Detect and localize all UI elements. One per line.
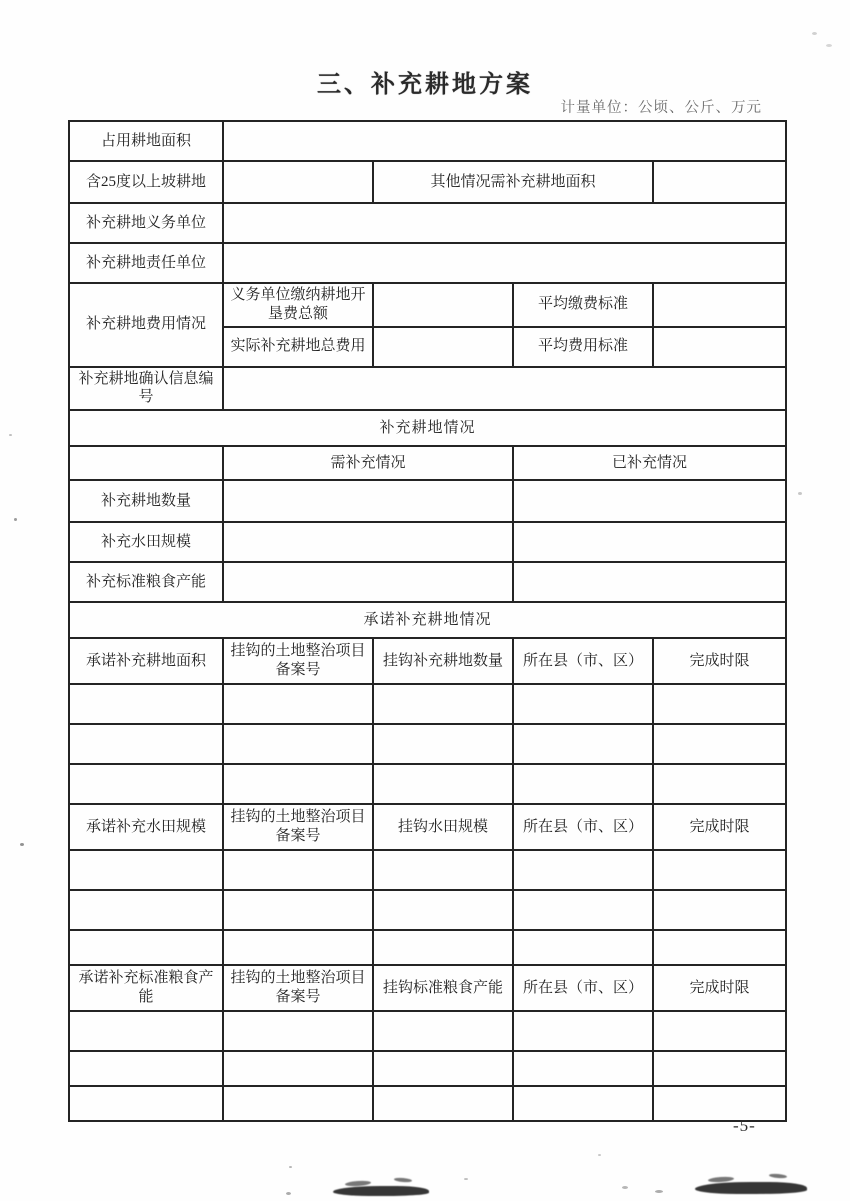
label-supplement-paddy: 补充水田规模 bbox=[69, 522, 223, 562]
empty-cell bbox=[69, 724, 223, 764]
value-need-paddy bbox=[223, 522, 513, 562]
empty-cell bbox=[513, 930, 653, 965]
empty-cell bbox=[69, 684, 223, 724]
row-commit-area-header bbox=[69, 638, 786, 684]
row-responsible-unit bbox=[69, 243, 786, 283]
value-actual-total-cost bbox=[373, 327, 513, 367]
empty-cell bbox=[69, 1086, 223, 1121]
empty-cell bbox=[653, 1051, 786, 1086]
label-reclaim-fee-total: 义务单位缴纳耕地开垦费总额 bbox=[223, 283, 373, 327]
scan-speck bbox=[286, 1192, 291, 1195]
scan-smudge-bottom-left bbox=[333, 1186, 429, 1196]
row-commit-paddy-header bbox=[69, 804, 786, 850]
row-situation-subheader bbox=[69, 446, 786, 480]
commit-grain-empty-row bbox=[69, 1011, 786, 1051]
commit-area-empty-row bbox=[69, 724, 786, 764]
empty-cell bbox=[223, 930, 373, 965]
scan-speck bbox=[9, 434, 12, 436]
header-deadline: 完成时限 bbox=[653, 638, 786, 684]
header-linked-quantity: 挂钩补充耕地数量 bbox=[373, 638, 513, 684]
empty-cell bbox=[373, 724, 513, 764]
empty-cell bbox=[69, 850, 223, 890]
value-avg-payment-standard bbox=[653, 283, 786, 327]
header-county: 所在县（市、区） bbox=[513, 638, 653, 684]
commit-area-empty-row bbox=[69, 684, 786, 724]
empty-cell bbox=[223, 684, 373, 724]
label-supplement-grain: 补充标准粮食产能 bbox=[69, 562, 223, 602]
header-county: 所在县（市、区） bbox=[513, 965, 653, 1011]
empty-cell bbox=[513, 1011, 653, 1051]
row-confirmation-number bbox=[69, 367, 786, 411]
commit-paddy-empty-row bbox=[69, 930, 786, 965]
row-slope-land bbox=[69, 161, 786, 203]
value-reclaim-fee-total bbox=[373, 283, 513, 327]
label-responsible-unit: 补充耕地责任单位 bbox=[69, 243, 223, 283]
empty-cell bbox=[223, 1086, 373, 1121]
empty-cell bbox=[513, 764, 653, 804]
empty-cell bbox=[223, 850, 373, 890]
label-avg-cost-standard: 平均费用标准 bbox=[513, 327, 653, 367]
commit-grain-empty-row bbox=[69, 1051, 786, 1086]
label-commit-paddy: 承诺补充水田规模 bbox=[69, 804, 223, 850]
label-obligation-unit: 补充耕地义务单位 bbox=[69, 203, 223, 243]
empty-cell bbox=[653, 850, 786, 890]
label-other-need-area: 其他情况需补充耕地面积 bbox=[373, 161, 653, 203]
row-fee-reclaim-total bbox=[69, 283, 786, 327]
empty-cell bbox=[653, 684, 786, 724]
scan-speck bbox=[655, 1190, 663, 1193]
value-other-need-area bbox=[653, 161, 786, 203]
empty-cell bbox=[373, 850, 513, 890]
empty-cell bbox=[373, 764, 513, 804]
row-obligation-unit bbox=[69, 203, 786, 243]
empty-cell bbox=[373, 930, 513, 965]
value-need-grain bbox=[223, 562, 513, 602]
commit-paddy-empty-row bbox=[69, 850, 786, 890]
scan-speck bbox=[14, 518, 17, 521]
measurement-unit-note: 计量单位：公顷、公斤、万元 bbox=[560, 100, 762, 116]
header-committed-supplement: 承诺补充耕地情况 bbox=[69, 602, 786, 638]
empty-cell bbox=[513, 1086, 653, 1121]
empty-cell bbox=[223, 764, 373, 804]
label-confirmation-number: 补充耕地确认信息编号 bbox=[69, 367, 223, 411]
scan-speck bbox=[20, 843, 24, 846]
scan-speck bbox=[598, 1154, 601, 1156]
empty-cell bbox=[223, 890, 373, 930]
supplementary-farmland-form-table bbox=[68, 120, 787, 1122]
empty-cell bbox=[69, 930, 223, 965]
empty-cell bbox=[653, 1086, 786, 1121]
value-done-quantity bbox=[513, 480, 786, 522]
commit-grain-empty-row bbox=[69, 1086, 786, 1121]
empty-cell bbox=[373, 890, 513, 930]
empty-cell bbox=[373, 684, 513, 724]
empty-cell bbox=[513, 724, 653, 764]
value-responsible-unit bbox=[223, 243, 786, 283]
empty-cell bbox=[513, 1051, 653, 1086]
label-occupied-area: 占用耕地面积 bbox=[69, 121, 223, 161]
empty-cell bbox=[513, 890, 653, 930]
value-occupied-area bbox=[223, 121, 786, 161]
row-commit-header bbox=[69, 602, 786, 638]
value-confirmation-number bbox=[223, 367, 786, 411]
page-number: -5- bbox=[733, 1116, 756, 1135]
empty-cell bbox=[513, 684, 653, 724]
row-situation-header bbox=[69, 410, 786, 446]
header-supplement-situation: 补充耕地情况 bbox=[69, 410, 786, 446]
label-fee-section: 补充耕地费用情况 bbox=[69, 283, 223, 367]
empty-cell bbox=[513, 850, 653, 890]
header-linked-grain-capacity: 挂钩标准粮食产能 bbox=[373, 965, 513, 1011]
empty-cell bbox=[223, 1051, 373, 1086]
value-obligation-unit bbox=[223, 203, 786, 243]
header-project-filing-number: 挂钩的土地整治项目备案号 bbox=[223, 965, 373, 1011]
value-need-quantity bbox=[223, 480, 513, 522]
value-slope-land bbox=[223, 161, 373, 203]
empty-cell bbox=[69, 890, 223, 930]
header-linked-paddy-scale: 挂钩水田规模 bbox=[373, 804, 513, 850]
row-supplement-grain bbox=[69, 562, 786, 602]
empty-cell bbox=[653, 890, 786, 930]
commit-area-empty-row bbox=[69, 764, 786, 804]
label-slope-land: 含25度以上坡耕地 bbox=[69, 161, 223, 203]
empty-cell bbox=[653, 724, 786, 764]
value-avg-cost-standard bbox=[653, 327, 786, 367]
header-need-supplement: 需补充情况 bbox=[223, 446, 513, 480]
header-deadline: 完成时限 bbox=[653, 965, 786, 1011]
empty-cell bbox=[223, 1011, 373, 1051]
scan-speck bbox=[798, 492, 802, 495]
label-commit-grain: 承诺补充标准粮食产能 bbox=[69, 965, 223, 1011]
value-done-grain bbox=[513, 562, 786, 602]
scan-smudge-bottom-right bbox=[695, 1182, 807, 1194]
empty-cell bbox=[69, 1051, 223, 1086]
header-project-filing-number: 挂钩的土地整治项目备案号 bbox=[223, 804, 373, 850]
empty-corner-cell bbox=[69, 446, 223, 480]
scan-speck bbox=[826, 44, 832, 47]
empty-cell bbox=[373, 1011, 513, 1051]
empty-cell bbox=[373, 1051, 513, 1086]
label-avg-payment-standard: 平均缴费标准 bbox=[513, 283, 653, 327]
scan-speck bbox=[464, 1178, 468, 1180]
scan-speck bbox=[622, 1186, 628, 1189]
label-actual-total-cost: 实际补充耕地总费用 bbox=[223, 327, 373, 367]
header-county: 所在县（市、区） bbox=[513, 804, 653, 850]
row-supplement-quantity bbox=[69, 480, 786, 522]
header-already-supplemented: 已补充情况 bbox=[513, 446, 786, 480]
empty-cell bbox=[653, 930, 786, 965]
row-commit-grain-header bbox=[69, 965, 786, 1011]
row-supplement-paddy bbox=[69, 522, 786, 562]
value-done-paddy bbox=[513, 522, 786, 562]
header-project-filing-number: 挂钩的土地整治项目备案号 bbox=[223, 638, 373, 684]
empty-cell bbox=[69, 1011, 223, 1051]
scan-speck bbox=[812, 32, 817, 35]
commit-paddy-empty-row bbox=[69, 890, 786, 930]
scan-speck bbox=[289, 1166, 292, 1168]
row-occupied-area bbox=[69, 121, 786, 161]
empty-cell bbox=[653, 1011, 786, 1051]
label-supplement-quantity: 补充耕地数量 bbox=[69, 480, 223, 522]
empty-cell bbox=[653, 764, 786, 804]
empty-cell bbox=[69, 764, 223, 804]
page-title: 三、补充耕地方案 bbox=[317, 72, 533, 98]
empty-cell bbox=[373, 1086, 513, 1121]
empty-cell bbox=[223, 724, 373, 764]
header-deadline: 完成时限 bbox=[653, 804, 786, 850]
label-commit-area: 承诺补充耕地面积 bbox=[69, 638, 223, 684]
